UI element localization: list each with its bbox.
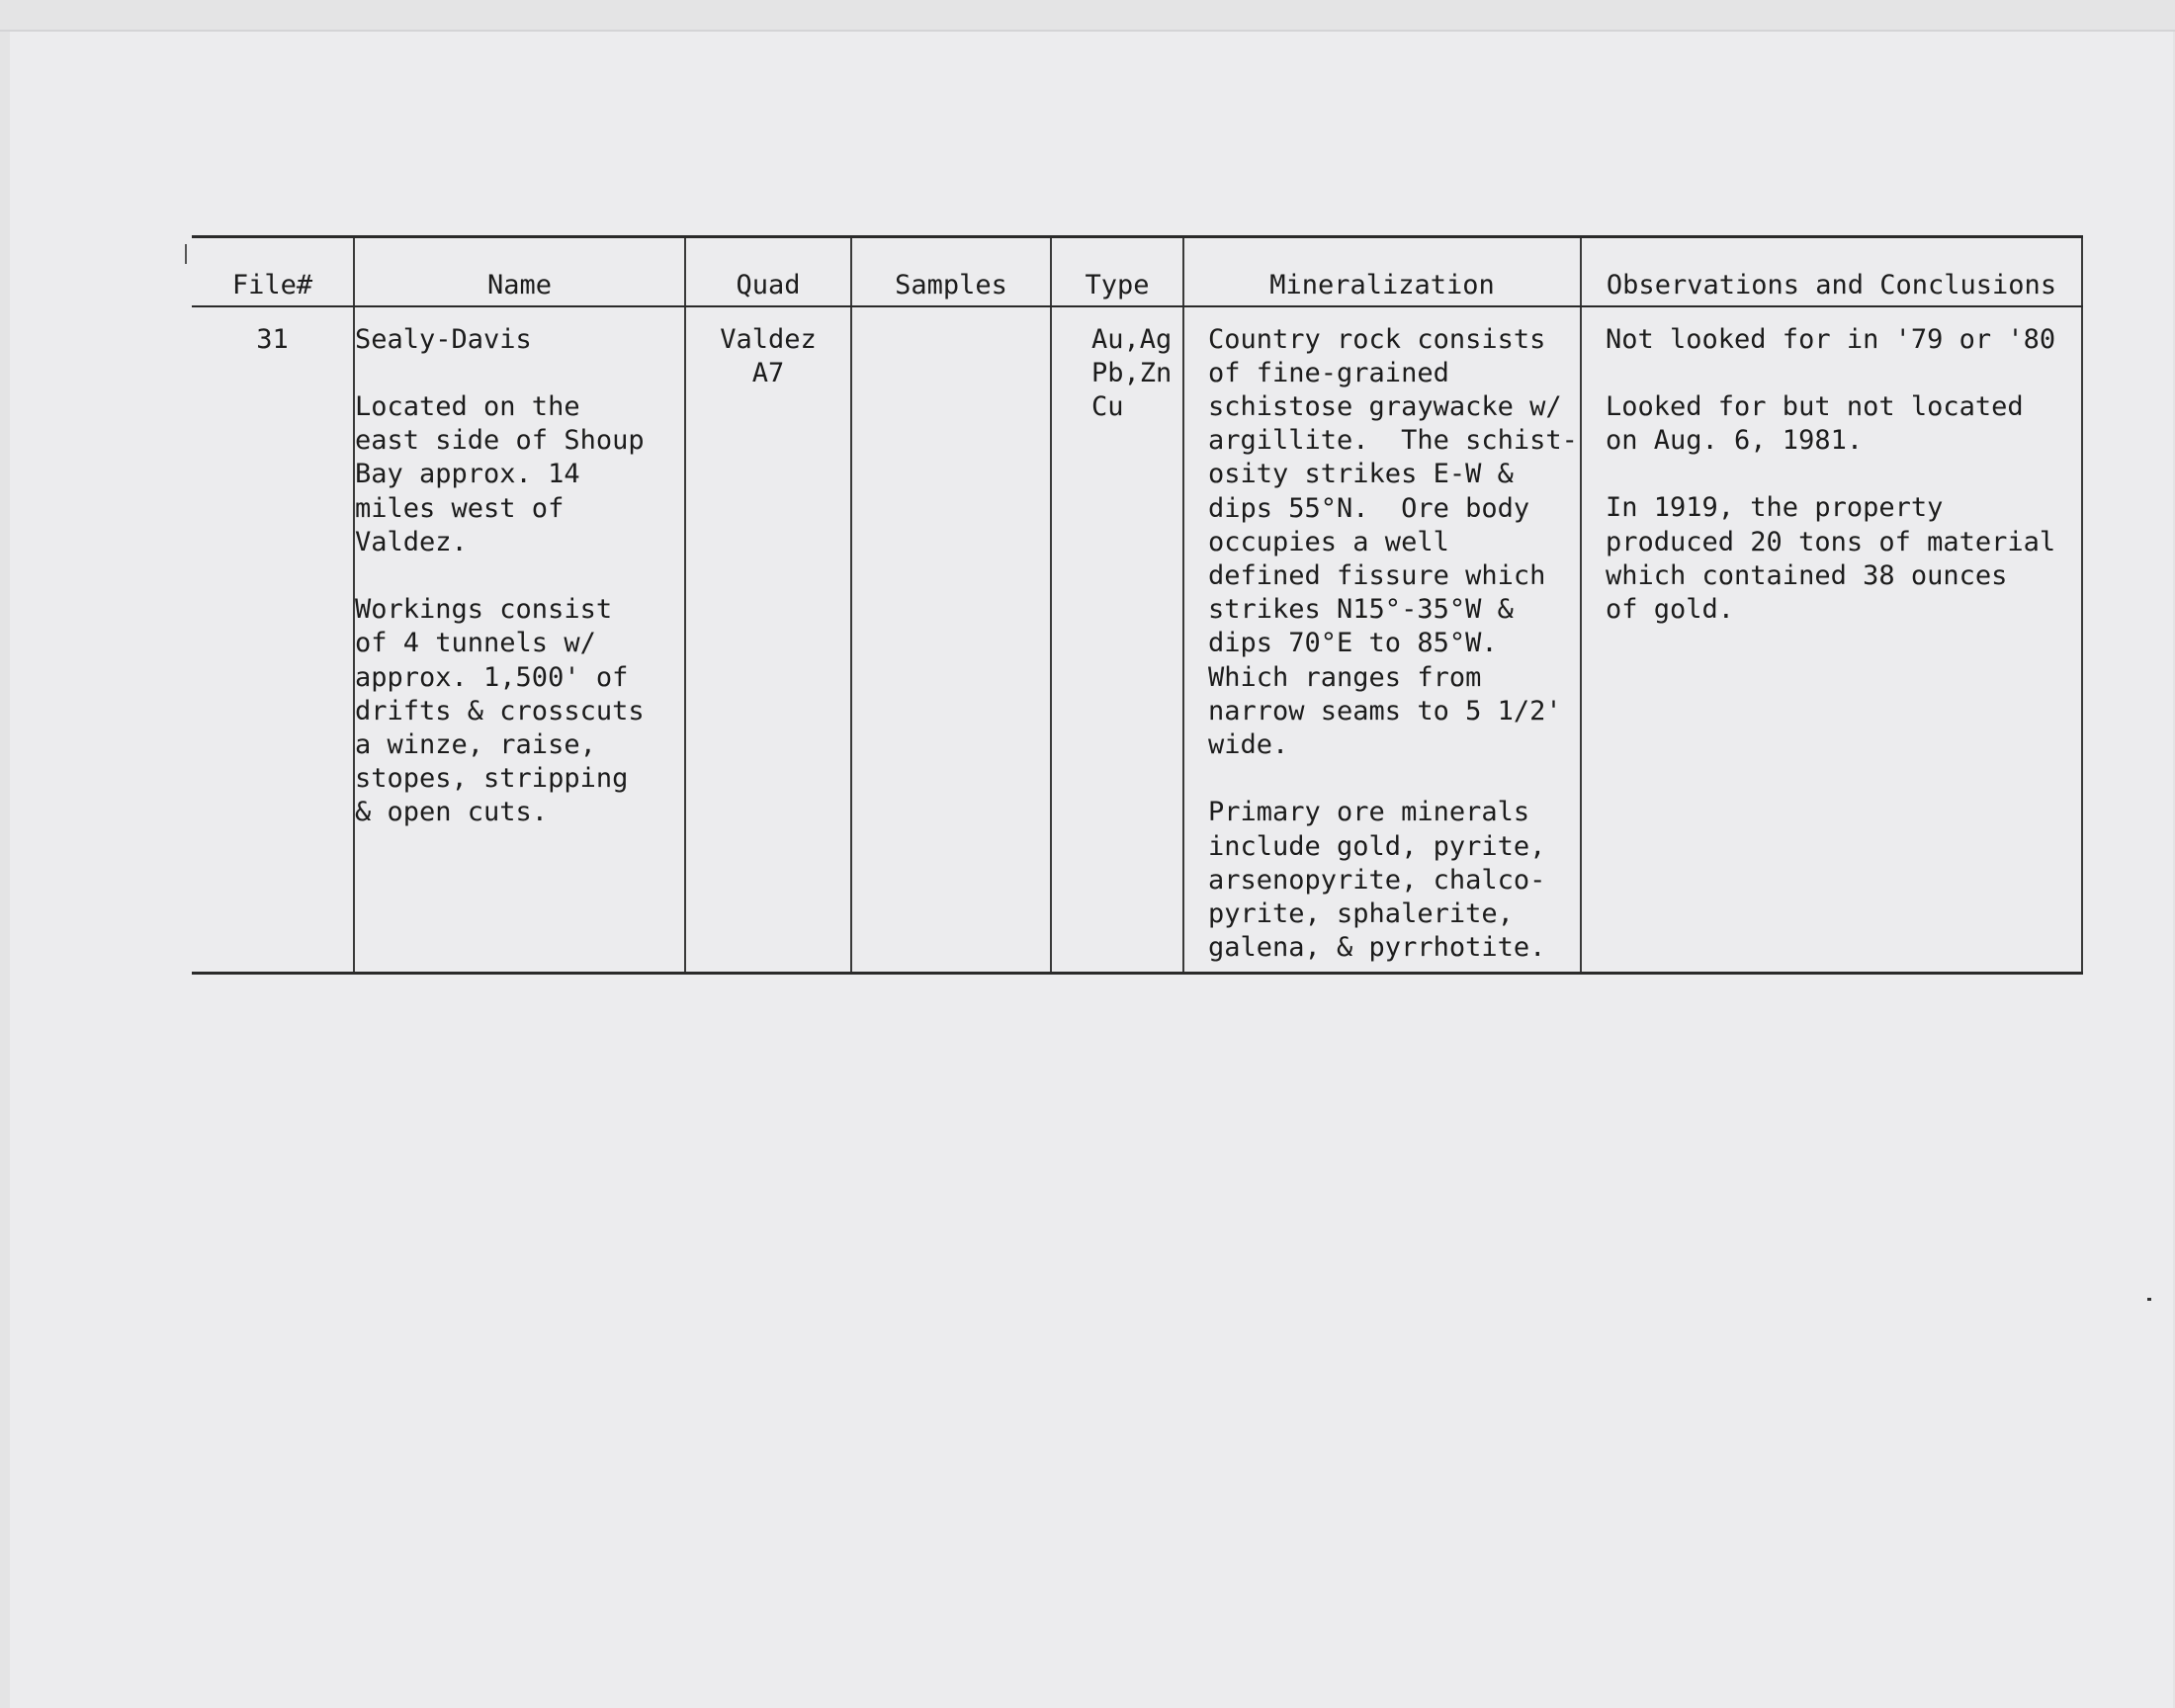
file-number: 31 bbox=[256, 323, 289, 355]
cell-quad bbox=[685, 306, 851, 974]
table-row bbox=[192, 306, 2082, 974]
quad-name: Valdez bbox=[720, 323, 817, 355]
header-name: Name bbox=[354, 237, 685, 306]
header-row bbox=[192, 237, 2082, 306]
location-line: east side of Shoup bbox=[355, 425, 645, 457]
mineralization-line: Country rock consists bbox=[1208, 323, 1546, 355]
cell-file-no bbox=[192, 306, 354, 974]
ore-minerals-line: include gold, pyrite, bbox=[1208, 830, 1546, 862]
header-quad: Quad bbox=[685, 237, 851, 306]
mineralization-line: occupies a well bbox=[1208, 526, 1449, 557]
mineralization-line: dips 70°E to 85°W. bbox=[1208, 628, 1498, 659]
workings-line: of 4 tunnels w/ bbox=[355, 628, 596, 659]
observation-line: produced 20 tons of material bbox=[1606, 526, 2056, 557]
observation-line: of gold. bbox=[1606, 594, 1735, 626]
observation-line: Not looked for in '79 or '80 bbox=[1606, 323, 2056, 355]
workings-line: drifts & crosscuts bbox=[355, 695, 645, 726]
mineralization-line: defined fissure which bbox=[1208, 559, 1546, 591]
observation-line: which contained 38 ounces bbox=[1606, 559, 2008, 591]
type-line: Pb,Zn bbox=[1091, 357, 1173, 388]
cell-observations bbox=[1581, 306, 2082, 974]
cell-type bbox=[1051, 306, 1183, 974]
header-type: Type bbox=[1051, 237, 1183, 306]
location-line: Valdez. bbox=[355, 526, 468, 557]
mineralization-line: schistose graywacke w/ bbox=[1208, 390, 1562, 422]
type-line: Au,Ag bbox=[1091, 323, 1173, 355]
location-line: Located on the bbox=[355, 390, 580, 422]
workings-line: & open cuts. bbox=[355, 797, 549, 828]
cell-name bbox=[354, 306, 685, 974]
ore-minerals-line: arsenopyrite, chalco- bbox=[1208, 864, 1546, 896]
margin-tick-mark bbox=[185, 244, 187, 264]
mineralization-line: strikes N15°-35°W & bbox=[1208, 594, 1514, 626]
location-line: Bay approx. 14 bbox=[355, 459, 580, 490]
header-mineralization: Mineralization bbox=[1183, 237, 1581, 306]
workings-line: Workings consist bbox=[355, 594, 613, 626]
mineralization-line: argillite. The schist- bbox=[1208, 425, 1578, 457]
ore-minerals-line: galena, & pyrrhotite. bbox=[1208, 932, 1546, 964]
workings-line: a winze, raise, bbox=[355, 728, 596, 760]
cell-mineralization bbox=[1183, 306, 1581, 974]
mine-record-table bbox=[192, 235, 2083, 975]
observation-line: Looked for but not located bbox=[1606, 390, 2024, 422]
mineralization-line: wide. bbox=[1208, 728, 1289, 760]
observation-line: on Aug. 6, 1981. bbox=[1606, 425, 1864, 457]
property-name: Sealy-Davis bbox=[355, 323, 532, 355]
workings-line: approx. 1,500' of bbox=[355, 661, 629, 693]
sheet-top-edge bbox=[0, 30, 2175, 32]
cell-samples bbox=[851, 306, 1051, 974]
paper-speck bbox=[2147, 1298, 2151, 1301]
location-line: miles west of bbox=[355, 492, 565, 524]
mineralization-line: Which ranges from bbox=[1208, 661, 1482, 693]
ore-minerals-line: pyrite, sphalerite, bbox=[1208, 897, 1514, 929]
header-observations: Observations and Conclusions bbox=[1581, 237, 2082, 306]
type-line: Cu bbox=[1091, 390, 1124, 422]
mineralization-line: of fine-grained bbox=[1208, 357, 1449, 388]
header-file-no: File# bbox=[192, 237, 354, 306]
mineralization-line: dips 55°N. Ore body bbox=[1208, 492, 1530, 524]
header-samples: Samples bbox=[851, 237, 1051, 306]
mineralization-line: osity strikes E-W & bbox=[1208, 459, 1514, 490]
observation-line: In 1919, the property bbox=[1606, 492, 1944, 524]
workings-line: stopes, stripping bbox=[355, 763, 629, 795]
mineralization-line: narrow seams to 5 1/2' bbox=[1208, 695, 1562, 726]
ore-minerals-line: Primary ore minerals bbox=[1208, 797, 1530, 828]
quad-code: A7 bbox=[751, 357, 785, 388]
